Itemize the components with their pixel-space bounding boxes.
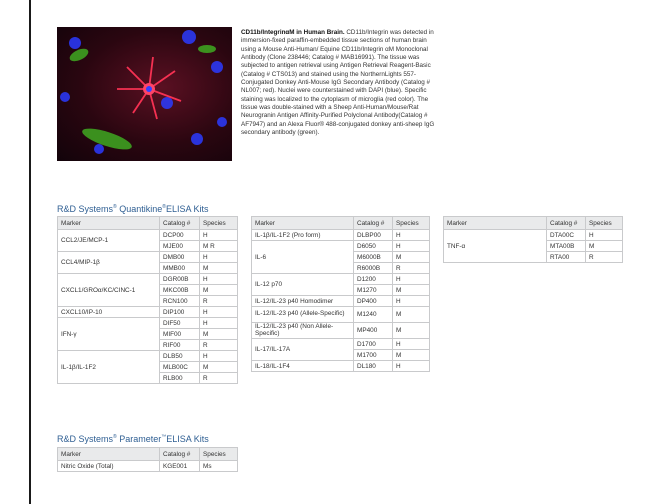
table-row: [252, 323, 430, 339]
species-cell: H: [200, 230, 238, 241]
species-cell: H: [393, 361, 430, 372]
catalog-cell: MKC00B: [160, 285, 200, 296]
table-row: [58, 230, 238, 241]
marker-cell: IL-1β/IL-1F2: [58, 351, 160, 384]
microscopy-image: [57, 27, 232, 161]
catalog-cell: MJE00: [160, 241, 200, 252]
catalog-cell: MMB00: [160, 263, 200, 274]
catalog-cell: DLBP00: [354, 230, 393, 241]
marker-cell: CXCL10/IP-10: [58, 307, 160, 318]
species-cell: M: [393, 252, 430, 263]
marker-cell: IL-12/IL-23 p40 (Allele-Specific): [252, 307, 354, 323]
catalog-cell: D6050: [354, 241, 393, 252]
species-cell: M: [393, 323, 430, 339]
species-cell: M: [200, 263, 238, 274]
species-cell: H: [393, 296, 430, 307]
marker-cell: IL-6: [252, 241, 354, 274]
marker-cell: CCL4/MIP-1β: [58, 252, 160, 274]
table-row: [252, 274, 430, 285]
catalog-cell: MP400: [354, 323, 393, 339]
table-row: [252, 361, 430, 372]
species-cell: R: [200, 340, 238, 351]
species-cell: H: [393, 339, 430, 350]
species-cell: M: [200, 329, 238, 340]
figure-caption: [241, 29, 437, 137]
table-row: [58, 307, 238, 318]
marker-cell: IL-1β/IL-1F2 (Pro form): [252, 230, 354, 241]
catalog-cell: DGR00B: [160, 274, 200, 285]
species-cell: M: [393, 285, 430, 296]
table-row: [252, 307, 430, 323]
catalog-cell: DL180: [354, 361, 393, 372]
table-row: [58, 274, 238, 285]
catalog-cell: R6000B: [354, 263, 393, 274]
marker-cell: IL-17/IL-17A: [252, 339, 354, 361]
species-cell: M: [393, 307, 430, 323]
catalog-cell: DTA00C: [547, 230, 586, 241]
catalog-cell: M1700: [354, 350, 393, 361]
species-cell: M: [393, 350, 430, 361]
table-row: [252, 339, 430, 350]
caption-text: CD11b/Integrin was detected in immersion-fixed paraffin-embedded tissue sections of human brain using a Mouse Anti-Human/ Equine CD11b/Integrin αM Monoclonal Antibody (Clone 238446; Catalog # MAB16991). The tissue was subjected to antigen retrieval using Antigen Retrieval Reagent-Basic (Catalog # CTS013) and stained using the NorthernLights 557-Conjugated Donkey Anti-Mouse IgG Secondary Antibody (Catalog # NL007; red). Nuclei were counterstained with DAPI (blue). Specific staining was localized to the cytoplasm of microglia (red color). The tissue was double-stained with a Sheep Anti-Human/Mouse/Rat Neurogranin Antigen Affinity-Purified Polyclonal Antibody(Catalog # AF7947) and an Alexa Fluor® 488-conjugated donkey anti-sheep IgG secondary antibody (green).: [241, 29, 435, 137]
quantikine-table-3: [443, 216, 623, 263]
quantikine-table-1: [57, 216, 238, 384]
catalog-cell: D1200: [354, 274, 393, 285]
species-cell: R: [200, 373, 238, 384]
species-cell: R: [200, 296, 238, 307]
catalog-cell: MTA00B: [547, 241, 586, 252]
table-row: [58, 252, 238, 263]
marker-header: Marker: [252, 217, 354, 230]
catalog-cell: M1270: [354, 285, 393, 296]
table-row: [252, 230, 430, 241]
table-row: [252, 296, 430, 307]
table-row: [444, 230, 623, 241]
table-row: [58, 351, 238, 362]
species-cell: H: [393, 230, 430, 241]
species-cell: M: [200, 362, 238, 373]
catalog-cell: MIF00: [160, 329, 200, 340]
quantikine-section-title: R&D Systems® Quantikine®ELISA Kits: [57, 204, 209, 214]
catalog-cell: RCN100: [160, 296, 200, 307]
species-cell: M: [200, 285, 238, 296]
catalog-header: Catalog #: [547, 217, 586, 230]
parameter-section-title: R&D Systems® Parameter™ELISA Kits: [57, 434, 209, 444]
catalog-cell: DP400: [354, 296, 393, 307]
marker-cell: IL-12 p70: [252, 274, 354, 296]
species-cell: Ms: [200, 461, 238, 472]
species-cell: H: [200, 307, 238, 318]
species-header: Species: [393, 217, 430, 230]
table-header-row: [58, 448, 238, 461]
catalog-header: Catalog #: [160, 448, 200, 461]
table-header-row: [252, 217, 430, 230]
table-header-row: [444, 217, 623, 230]
quantikine-table-2: [251, 216, 430, 372]
marker-cell: IL-12/IL-23 p40 (Non Allele-Specific): [252, 323, 354, 339]
catalog-cell: D1700: [354, 339, 393, 350]
marker-cell: TNF-α: [444, 230, 547, 263]
catalog-header: Catalog #: [160, 217, 200, 230]
catalog-cell: RLB00: [160, 373, 200, 384]
marker-cell: IL-18/IL-1F4: [252, 361, 354, 372]
catalog-cell: DLB50: [160, 351, 200, 362]
species-cell: H: [200, 274, 238, 285]
species-cell: H: [200, 318, 238, 329]
species-cell: H: [586, 230, 623, 241]
table-row: [252, 241, 430, 252]
marker-header: Marker: [444, 217, 547, 230]
marker-cell: CCL2/JE/MCP-1: [58, 230, 160, 252]
catalog-cell: DCP00: [160, 230, 200, 241]
species-cell: H: [393, 274, 430, 285]
species-cell: H: [200, 252, 238, 263]
catalog-cell: KGE001: [160, 461, 200, 472]
species-cell: H: [200, 351, 238, 362]
catalog-cell: DIF50: [160, 318, 200, 329]
marker-cell: IL-12/IL-23 p40 Homodimer: [252, 296, 354, 307]
catalog-cell: RTA00: [547, 252, 586, 263]
species-cell: M R: [200, 241, 238, 252]
species-header: Species: [200, 217, 238, 230]
parameter-table: [57, 447, 238, 472]
marker-cell: Nitric Oxide (Total): [58, 461, 160, 472]
table-header-row: [58, 217, 238, 230]
species-header: Species: [586, 217, 623, 230]
species-cell: M: [586, 241, 623, 252]
catalog-cell: DMB00: [160, 252, 200, 263]
table-row: [58, 318, 238, 329]
species-cell: R: [586, 252, 623, 263]
marker-cell: IFN-γ: [58, 318, 160, 351]
caption-title: CD11b/IntegrinαM in Human Brain.: [241, 29, 345, 36]
catalog-cell: M1240: [354, 307, 393, 323]
catalog-header: Catalog #: [354, 217, 393, 230]
page-margin-rule: [29, 0, 31, 504]
species-header: Species: [200, 448, 238, 461]
catalog-cell: MLB00C: [160, 362, 200, 373]
species-cell: R: [393, 263, 430, 274]
species-cell: H: [393, 241, 430, 252]
catalog-cell: RIF00: [160, 340, 200, 351]
marker-header: Marker: [58, 217, 160, 230]
catalog-cell: DIP100: [160, 307, 200, 318]
marker-cell: CXCL1/GROα/KC/CINC-1: [58, 274, 160, 307]
catalog-cell: M6000B: [354, 252, 393, 263]
table-row: [58, 461, 238, 472]
marker-header: Marker: [58, 448, 160, 461]
